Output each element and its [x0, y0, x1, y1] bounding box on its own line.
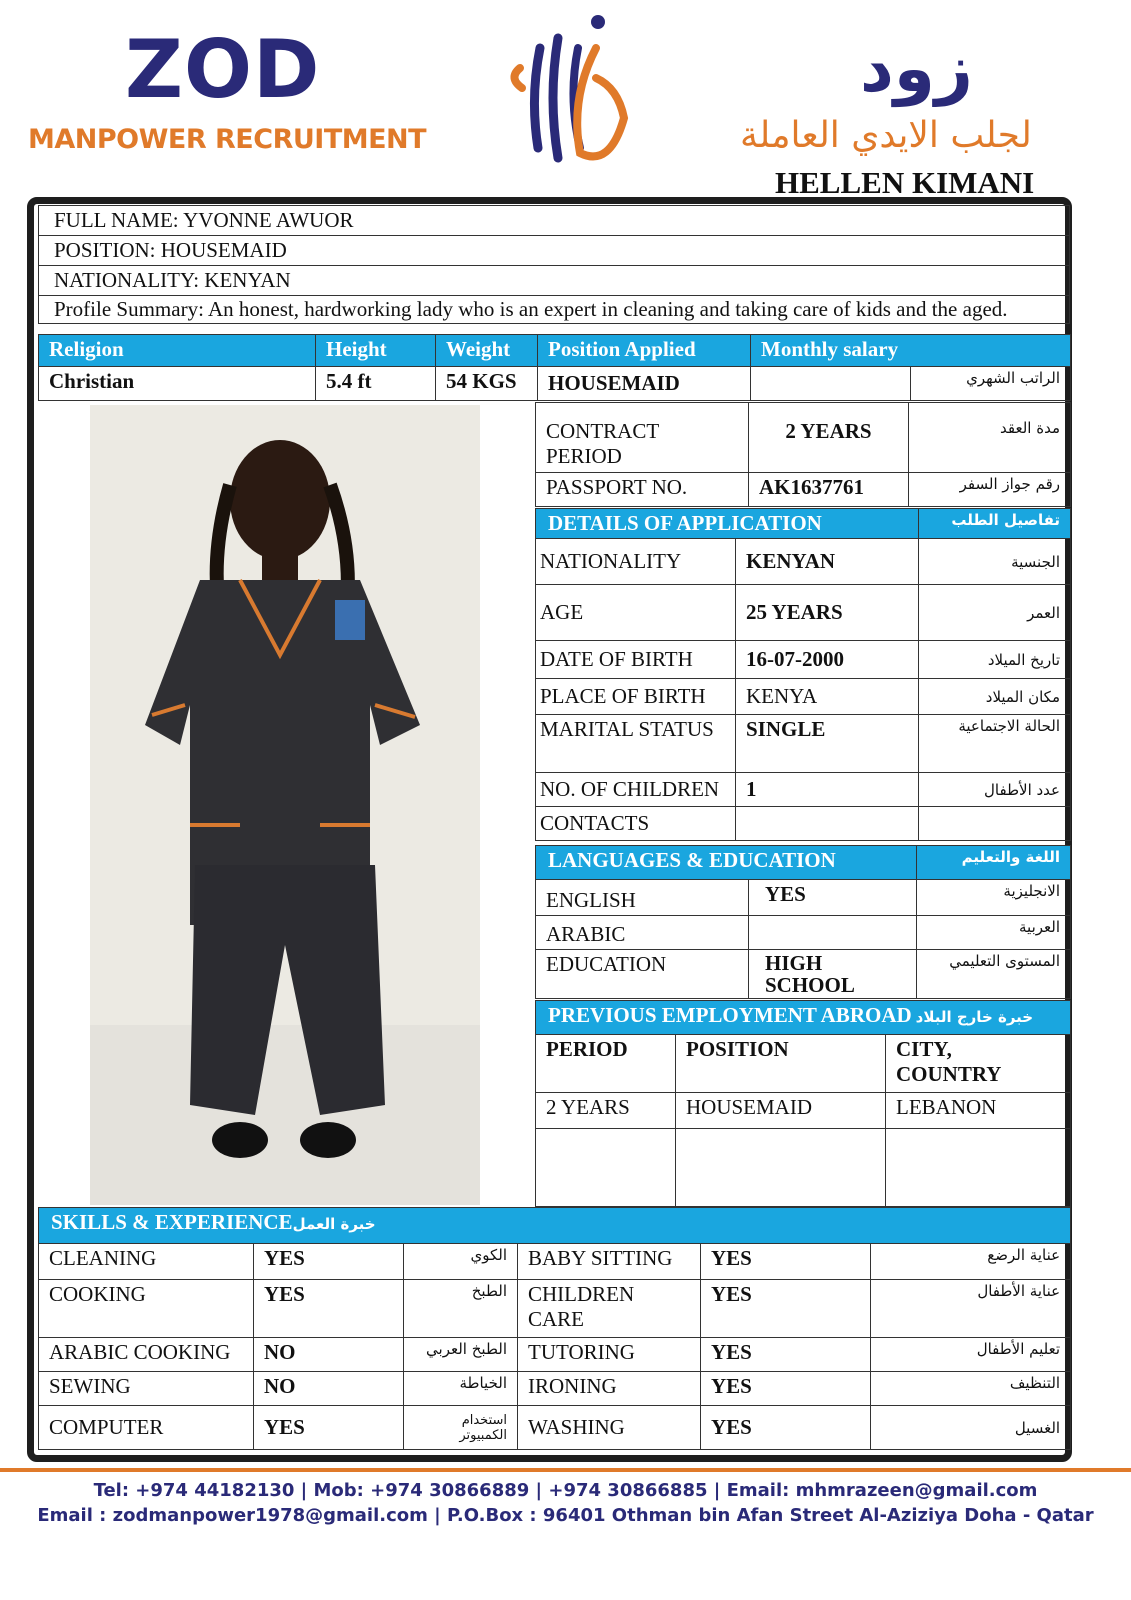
languages-title: LANGUAGES & EDUCATION: [536, 846, 917, 880]
skill-arabic: الطبخ العربي: [404, 1338, 518, 1372]
full-name: FULL NAME: YVONNE AWUOR: [39, 206, 1070, 236]
skills-title: [39, 1208, 1071, 1244]
detail-value-nationality: KENYAN: [736, 539, 919, 585]
profile-table: [38, 205, 1070, 324]
skill-arabic: عناية الرضع: [871, 1244, 1071, 1280]
detail-label-children: NO. OF CHILDREN: [536, 773, 736, 807]
skill-arabic: تعليم الأطفال: [871, 1338, 1071, 1372]
skill-label: BABY SITTING: [518, 1244, 701, 1280]
languages-title-arabic: اللغة والتعليم: [917, 846, 1071, 880]
detail-value-marital: SINGLE: [736, 715, 919, 773]
skills-table: [38, 1207, 1071, 1450]
person-photo-icon: [90, 405, 480, 1205]
salary-arabic: الراتب الشهري: [911, 367, 1071, 401]
detail-arabic-nationality: الجنسية: [919, 539, 1071, 585]
position: POSITION: HOUSEMAID: [39, 236, 1070, 266]
detail-value-contacts: [736, 807, 919, 841]
skill-value: YES: [701, 1406, 871, 1450]
skills-title-en: SKILLS & EXPERIENCE: [51, 1210, 293, 1234]
passport-arabic: رقم جواز السفر: [909, 473, 1071, 507]
details-title: DETAILS OF APPLICATION: [536, 509, 919, 539]
basic-info-table: [38, 334, 1071, 401]
skills-title-arabic: خبرة العمل: [292, 1215, 376, 1233]
detail-label-marital: MARITAL STATUS: [536, 715, 736, 773]
footer-divider: [0, 1468, 1131, 1472]
height-value: 5.4 ft: [316, 367, 436, 401]
skill-value: YES: [701, 1280, 871, 1338]
skill-label: WASHING: [518, 1406, 701, 1450]
skill-value: NO: [254, 1372, 404, 1406]
detail-value-dob: 16-07-2000: [736, 641, 919, 679]
contract-arabic: مدة العقد: [909, 403, 1071, 473]
lang-value-education: HIGH SCHOOL: [749, 950, 917, 999]
skill-label: IRONING: [518, 1372, 701, 1406]
lang-value-arabic: [749, 916, 917, 950]
employment-table: [535, 1000, 1071, 1207]
employment-title-arabic: خبرة خارج البلاد: [915, 1008, 1034, 1026]
detail-label-pob: PLACE OF BIRTH: [536, 679, 736, 715]
languages-table: [535, 845, 1071, 999]
detail-value-age: 25 YEARS: [736, 585, 919, 641]
lang-value-english: YES: [749, 880, 917, 916]
agent-name: HELLEN KIMANI: [775, 165, 1035, 200]
detail-arabic-children: عدد الأطفال: [919, 773, 1071, 807]
detail-value-pob: KENYA: [736, 679, 919, 715]
employment-empty-cell: [676, 1129, 886, 1207]
details-title-arabic: تفاصيل الطلب: [919, 509, 1071, 539]
details-table: [535, 508, 1071, 841]
lang-label-arabic: ARABIC: [536, 916, 749, 950]
header-position-applied: Position Applied: [538, 335, 751, 367]
contract-label: CONTRACT PERIOD: [536, 403, 749, 473]
nationality: NATIONALITY: KENYAN: [39, 266, 1070, 296]
employment-title-en: PREVIOUS EMPLOYMENT ABROAD: [548, 1003, 912, 1027]
skill-arabic: استخدام الكمبيوتر: [404, 1406, 518, 1450]
contract-value: 2 YEARS: [749, 403, 909, 473]
employment-city: LEBANON: [886, 1093, 1071, 1129]
detail-arabic-pob: مكان الميلاد: [919, 679, 1071, 715]
weight-value: 54 KGS: [436, 367, 538, 401]
employment-header-position: POSITION: [676, 1035, 886, 1093]
passport-label: PASSPORT NO.: [536, 473, 749, 507]
lang-label-education: EDUCATION: [536, 950, 749, 999]
skill-arabic: الطبخ: [404, 1280, 518, 1338]
position-applied-value: HOUSEMAID: [538, 367, 751, 401]
skill-label: SEWING: [39, 1372, 254, 1406]
detail-arabic-dob: تاريخ الميلاد: [919, 641, 1071, 679]
detail-label-age: AGE: [536, 585, 736, 641]
skill-label: ARABIC COOKING: [39, 1338, 254, 1372]
salary-value: [751, 367, 911, 401]
employment-position: HOUSEMAID: [676, 1093, 886, 1129]
employment-title: [536, 1001, 1071, 1035]
header-height: Height: [316, 335, 436, 367]
employment-header-period: PERIOD: [536, 1035, 676, 1093]
employment-empty-cell: [536, 1129, 676, 1207]
detail-label-nationality: NATIONALITY: [536, 539, 736, 585]
skill-arabic: التنظيف: [871, 1372, 1071, 1406]
arabic-brand: زود: [860, 30, 973, 107]
header-weight: Weight: [436, 335, 538, 367]
footer-contact-line: Tel: +974 44182130 | Mob: +974 30866889 | +974 30866885 | Email: mhmrazeen@gmail.com: [93, 1480, 1038, 1501]
skill-label: COOKING: [39, 1280, 254, 1338]
skill-arabic: عناية الأطفال: [871, 1280, 1071, 1338]
brand-subtitle: MANPOWER RECRUITMENT: [28, 124, 427, 155]
detail-label-contacts: CONTACTS: [536, 807, 736, 841]
arabic-subtitle: لجلب الايدي العاملة: [740, 115, 1032, 156]
detail-arabic-age: العمر: [919, 585, 1071, 641]
employment-header-city: CITY, COUNTRY: [886, 1035, 1071, 1093]
detail-label-dob: DATE OF BIRTH: [536, 641, 736, 679]
passport-value: AK1637761: [749, 473, 909, 507]
skill-arabic: الغسيل: [871, 1406, 1071, 1450]
profile-summary: Profile Summary: An honest, hardworking lady who is an expert in cleaning and taking care of kids and the aged.: [39, 296, 1070, 324]
skill-value: YES: [254, 1406, 404, 1450]
detail-arabic-marital: الحالة الاجتماعية: [919, 715, 1071, 773]
skill-value: YES: [254, 1280, 404, 1338]
lang-arabic-arabic: العربية: [917, 916, 1071, 950]
brand-name: ZOD: [125, 23, 321, 116]
contract-table: [535, 402, 1071, 507]
religion-value: Christian: [39, 367, 316, 401]
footer-address-line: Email : zodmanpower1978@gmail.com | P.O.Box : 96401 Othman bin Afan Street Al-Aziziya Doha - Qatar: [37, 1505, 1094, 1526]
lang-arabic-education: المستوى التعليمي: [917, 950, 1071, 999]
lang-label-english: ENGLISH: [536, 880, 749, 916]
lang-arabic-english: الانجليزية: [917, 880, 1071, 916]
skill-label: COMPUTER: [39, 1406, 254, 1450]
header-monthly-salary: Monthly salary: [751, 335, 1071, 367]
skill-label: CLEANING: [39, 1244, 254, 1280]
skill-arabic: الكوي: [404, 1244, 518, 1280]
skill-arabic: الخياطة: [404, 1372, 518, 1406]
skill-value: YES: [701, 1338, 871, 1372]
employment-period: 2 YEARS: [536, 1093, 676, 1129]
skill-value: YES: [254, 1244, 404, 1280]
detail-arabic-contacts: [919, 807, 1071, 841]
header-religion: Religion: [39, 335, 316, 367]
skill-label: CHILDREN CARE: [518, 1280, 701, 1338]
skill-value: YES: [701, 1372, 871, 1406]
skill-value: YES: [701, 1244, 871, 1280]
company-logo-icon: [500, 8, 640, 173]
skill-value: NO: [254, 1338, 404, 1372]
detail-value-children: 1: [736, 773, 919, 807]
employment-empty-cell: [886, 1129, 1071, 1207]
skill-label: TUTORING: [518, 1338, 701, 1372]
candidate-photo: [90, 405, 480, 1205]
